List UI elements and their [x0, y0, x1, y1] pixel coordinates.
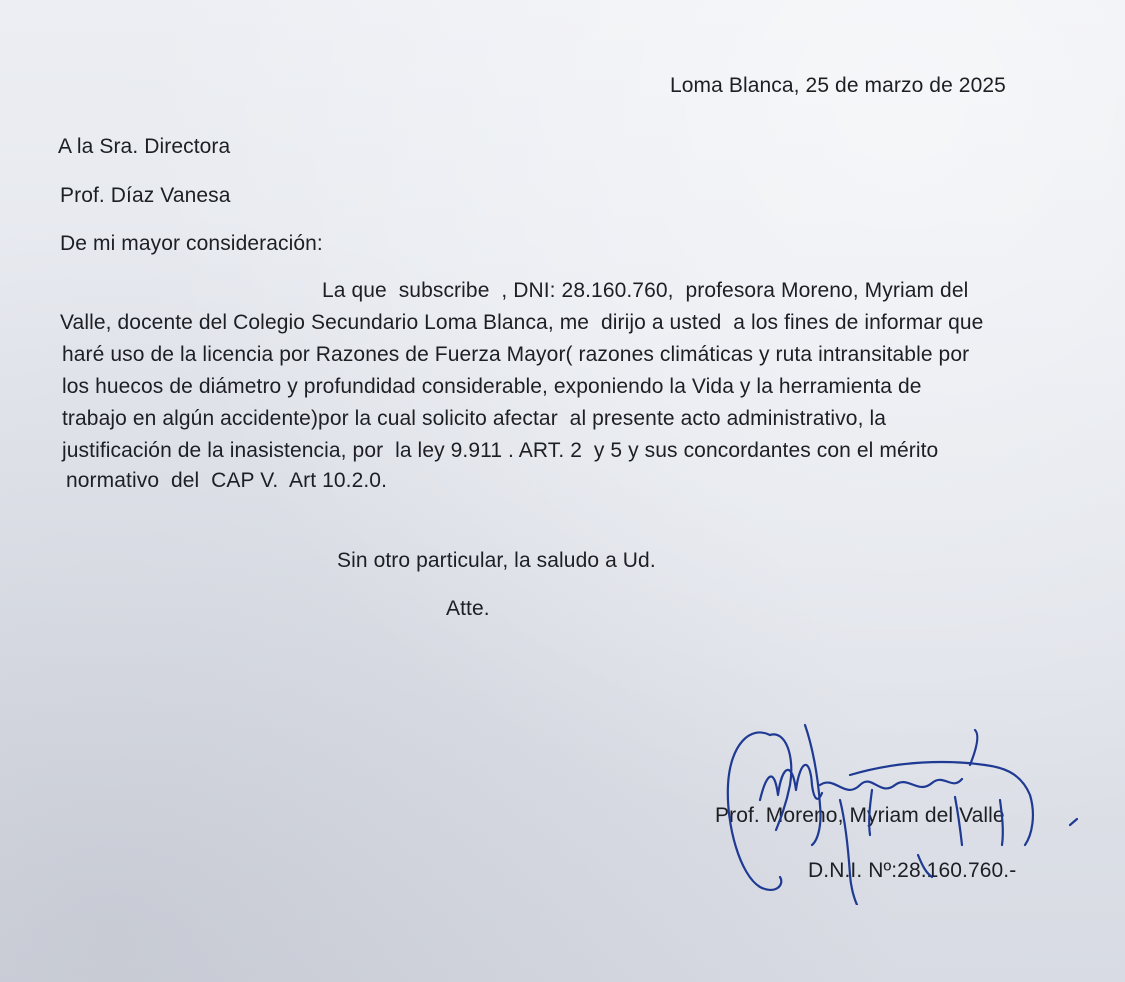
recipient-name: Prof. Díaz Vanesa: [60, 184, 231, 207]
body-line: haré uso de la licencia por Razones de Fuerza Mayor( razones climáticas y ruta intransitable por: [62, 343, 970, 366]
body-line: normativo del CAP V. Art 10.2.0.: [66, 469, 388, 492]
body-line: Valle, docente del Colegio Secundario Loma Blanca, me dirijo a usted a los fines de informar que: [60, 311, 984, 334]
body-line: trabajo en algún accidente)por la cual solicito afectar al presente acto administrativo, la: [62, 407, 886, 430]
valediction: Atte.: [446, 597, 490, 620]
body-line: los huecos de diámetro y profundidad considerable, exponiendo la Vida y la herramienta de: [62, 375, 922, 398]
signatory-name: Prof. Moreno, Myriam del Valle: [715, 804, 1005, 827]
body-line: justificación de la inasistencia, por la ley 9.911 . ART. 2 y 5 y sus concordantes con el mérito: [62, 439, 939, 462]
signature-stroke: [970, 730, 977, 765]
signature-stroke: [760, 765, 822, 800]
closing-line: Sin otro particular, la saludo a Ud.: [337, 549, 656, 572]
signature-stroke: [1070, 819, 1077, 825]
body-line: La que subscribe , DNI: 28.160.760, profesora Moreno, Myriam del: [322, 279, 969, 302]
greeting: De mi mayor consideración:: [60, 232, 323, 255]
signatory-dni: D.N.I. Nº:28.160.760.-: [808, 859, 1017, 882]
date-line: Loma Blanca, 25 de marzo de 2025: [670, 74, 1006, 97]
signature-stroke: [820, 779, 962, 790]
recipient-title: A la Sra. Directora: [58, 135, 231, 158]
